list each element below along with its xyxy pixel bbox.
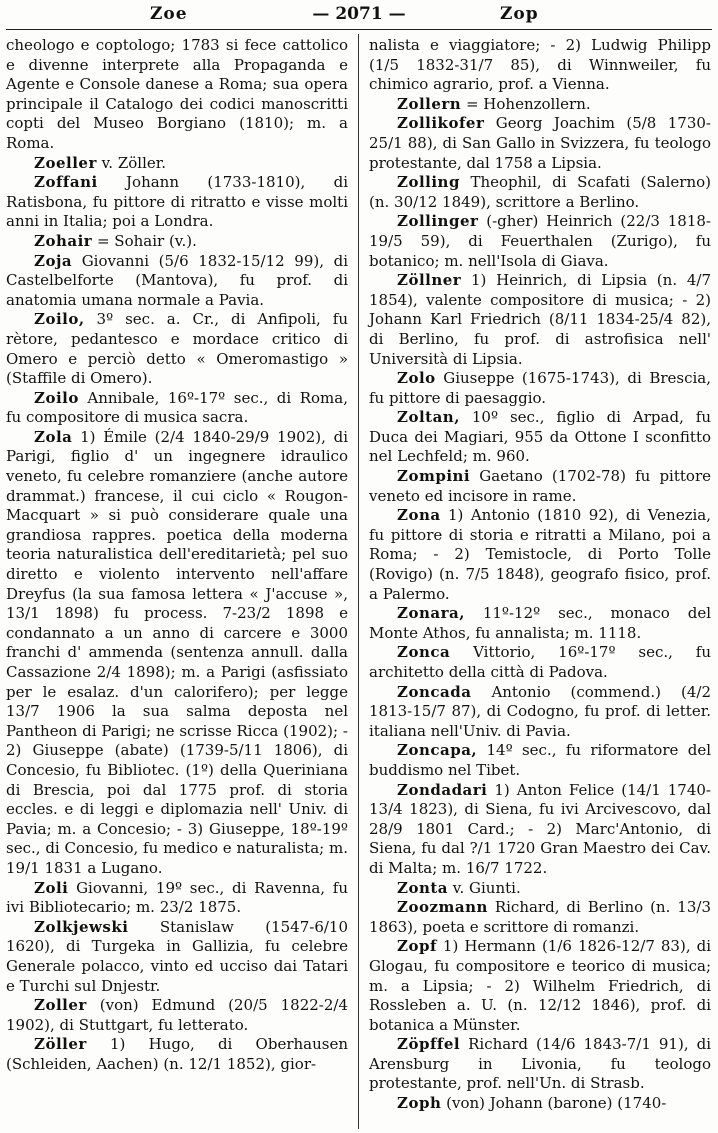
header-right-guide-word: Zop (500, 4, 539, 24)
entry-text: 1) Hugo, di Oberhausen (Schleiden, Aachen) (n. 12/1 1852), gior- (6, 1035, 348, 1073)
entry (6, 996, 348, 1035)
entry-text: Richard, di Berlino (n. 13/3 1863), poeta e scrittore di romanzi. (369, 898, 711, 936)
entry-text: Georg Joachim (5/8 1730-25/1 88), di San Gallo in Svizzera, fu teologo protestante, dal 1758 a Lipsia. (369, 114, 711, 172)
entry (369, 1035, 711, 1094)
entry: cheologo e coptologo; 1783 si fece cattolico e divenne interprete alla Propaganda e Agente e Console danese a Roma; sua opera principale il Catalogo dei codici manoscritti copti del Museo Borgiano (1810); m. a Roma. (6, 36, 348, 152)
entry-text: Antonio (commend.) (4/2 1813-15/7 87), di Codogno, fu prof. di letter. italiana nell'Univ. di Pavia. (369, 682, 711, 740)
entry (369, 604, 711, 643)
entry-headword: Zöllner (397, 271, 462, 290)
entry-text: (-gher) Heinrich (22/3 1818-19/5 59), di Feuerthalen (Zurigo), fu botanico; m. nell'Isola di Giava. (369, 212, 711, 270)
entry (369, 898, 711, 937)
entry-text: = Hohenzollern. (461, 94, 591, 113)
entry-text: Annibale, 16º-17º sec., di Roma, fu compositore di musica sacra. (6, 388, 348, 427)
entry (369, 781, 711, 879)
entry (369, 467, 711, 506)
entry-text: 1) Anton Felice (14/1 1740-13/4 1823), di Siena, fu ivi Arcivescovo, dal 28/9 1801 Card.; - 2) Marc'Antonio, di Siena, fu dal ?/1 1720 Gran Maestro dei Cav. di Malta; m. 16/7 1722. (369, 780, 711, 877)
header-rule (6, 29, 712, 30)
entry-headword: Zoltan, (397, 408, 460, 427)
entry-text: (von) Edmund (20/5 1822-2/4 1902), di Stuttgart, fu letterato. (6, 996, 348, 1034)
entry (369, 173, 711, 212)
entry-headword: Zoller (34, 996, 87, 1015)
page-number: — 2071 — (312, 4, 406, 24)
entry-headword: Zohair (34, 231, 93, 250)
entry-text: Johann (1733-1810), di Ratisbona, fu pittore di ritratto e visse molti anni in Italia; poi a Londra. (6, 173, 348, 231)
entry-text: Giovanni (5/6 1832-15/12 99), di Castelbelforte (Mantova), fu prof. di anatomia umana normale a Pavia. (6, 251, 348, 309)
entry (6, 310, 348, 388)
entry-text: Vittorio, 16º-17º sec., fu architetto della città di Padova. (369, 643, 711, 681)
entry-headword: Zoncada (397, 682, 472, 701)
entry-text: 10º sec., figlio di Arpad, fu Duca dei Magiari, 955 da Ottone I sconfitto nel Lechfeld; m. 960. (369, 408, 711, 466)
entry-headword: Zonca (397, 643, 451, 662)
entry (369, 212, 711, 271)
entry (6, 173, 348, 232)
entry-headword: Zoilo, (34, 310, 85, 329)
entry-headword: Zollikofer (397, 114, 485, 133)
entry-headword: Zompini (397, 467, 471, 486)
entry (6, 389, 348, 428)
entry-headword: Zoozmann (397, 898, 488, 917)
entry-headword: Zoli (34, 878, 69, 897)
header-left-guide-word: Zoe (150, 4, 188, 24)
entry-headword: Zola (34, 427, 73, 446)
entry (6, 232, 348, 252)
entry-headword: Zonta (397, 878, 449, 897)
entry-headword: Zonara, (397, 604, 465, 623)
entry (6, 428, 348, 879)
entry-headword: Zopf (397, 937, 437, 956)
entry-headword: Zoffani (34, 173, 98, 192)
entry (369, 369, 711, 408)
entry (369, 1094, 711, 1114)
entry-headword: Zoilo (34, 388, 79, 407)
entry (369, 506, 711, 604)
entry (6, 1035, 348, 1074)
entry (6, 154, 348, 174)
entry-headword: Zoeller (34, 153, 97, 172)
entry-text: 14º sec., fu riformatore del buddismo nel Tibet. (369, 741, 711, 779)
entry (6, 879, 348, 918)
entry (369, 879, 711, 899)
entry-text: Richard (14/6 1843-7/1 91), di Arensburg in Livonia, fu teologo protestante, prof. nell'Un. di Strasb. (369, 1035, 711, 1093)
entry (369, 114, 711, 173)
entry-headword: Zolling (397, 173, 460, 192)
right-column (369, 36, 711, 1114)
entry-text: Giuseppe (1675-1743), di Brescia, fu pittore di paesaggio. (369, 369, 711, 407)
entry (6, 918, 348, 996)
entry-text: v. Zöller. (96, 153, 167, 172)
entry-text: v. Giunti. (448, 878, 521, 897)
page-header (0, 0, 718, 30)
entry: nalista e viaggiatore; - 2) Ludwig Philipp (1/5 1832-31/7 85), di Winnweiler, fu chimico agrario, prof. a Vienna. (369, 36, 711, 94)
entry-headword: Zoncapa, (397, 741, 478, 760)
entry-text: Giovanni, 19º sec., di Ravenna, fu ivi Bibliotecario; m. 23/2 1875. (6, 878, 348, 917)
entry-text: = Sohair (v.). (92, 231, 197, 250)
entry-headword: Zoph (397, 1094, 442, 1113)
entry (369, 271, 711, 369)
entry-text: 1) Heinrich, di Lipsia (n. 4/7 1854), valente compositore di musica; - 2) Johann Karl Friedrich (8/11 1834-25/4 82), di Berlino, fu prof. di astrofisica nell' Università di Lipsia. (369, 271, 711, 368)
entry-text: (von) Johann (barone) (1740- (441, 1094, 667, 1113)
entry-headword: Zoja (34, 251, 73, 270)
entry-text: 1) Antonio (1810 92), di Venezia, fu pittore di storia e ritratti a Milano, poi a Roma; - 2) Temistocle, di Porto Tolle (Rovigo) (n. 7/5 1848), geografo fisico, prof. a Palermo. (369, 506, 711, 603)
left-column (6, 36, 348, 1074)
entry-headword: Zona (397, 506, 441, 525)
entry (369, 408, 711, 467)
entry-text: Gaetano (1702-78) fu pittore veneto ed incisore in rame. (369, 467, 711, 505)
entry-headword: Zollern (397, 94, 462, 113)
column-divider (358, 34, 359, 1129)
entry (6, 252, 348, 311)
entry-headword: Zollinger (397, 212, 479, 231)
entry-headword: Zolo (397, 369, 436, 388)
entry-headword: Zondadari (397, 780, 488, 799)
entry-text: Theophil, di Scafati (Salerno) (n. 30/12 1849), scrittore a Berlino. (369, 173, 711, 211)
entry (369, 683, 711, 742)
entry (369, 741, 711, 780)
entry-text: 1) Hermann (1/6 1826-12/7 83), di Glogau, fu compositore e teorico di musica; m. a Lipsia; - 2) Wilhelm Friedrich, di Rossleben a. U. (n. 12/12 1846), prof. di botanica a Münster. (369, 937, 711, 1034)
entry (369, 643, 711, 682)
entry-text: 1) Émile (2/4 1840-29/9 1902), di Parigi, figlio d' un ingegnere idraulico veneto, fu celebre romanziere (anche autore drammat.) francese, il cui ciclo « Rougon-Macquart » si può considerare quale una grandiosa rappres. poetica della moderna teoria naturalistica dell'ereditarietà; pel suo diretto e violento intervento nell'affare Dreyfus (la sua famosa lettera « J'accuse », 13/1 1898) fu process. 7-23/2 1898 e condannato a un anno di carcere e 3000 franchi d' ammenda (sentenza annull. dalla Cassazione 2/4 1898); m. a Parigi (asfissiato per le esalaz. d'un calorifero); per legge 13/7 1906 la sua salma deposta nel Pantheon di Parigi; ne scrisse Ricca (1902); - 2) Giuseppe (abate) (1739-5/11 1806), di Concesio, fu Bibliotec. (1º) della Queriniana di Brescia, poi dal 1775 prof. di storia eccles. e di leggi e diplomazia nell' Univ. di Pavia; m. a Concesio; - 3) Giuseppe, 18º-19º sec., di Concesio, fu medico e naturalista; m. 19/1 1831 a Lugano. (6, 427, 348, 877)
entry (369, 937, 711, 1035)
entry-headword: Zöller (34, 1035, 87, 1054)
entry-text: 11º-12º sec., monaco del Monte Athos, fu annalista; m. 1118. (369, 604, 711, 642)
entry-headword: Zolkjewski (34, 917, 129, 936)
entry (369, 95, 711, 115)
entry-text: Stanislaw (1547-6/10 1620), di Turgeka in Gallizia, fu celebre Generale polacco, vinto ed ucciso dai Tatari e Turchi sul Dnjestr. (6, 917, 348, 995)
entry-headword: Zöpffel (397, 1035, 461, 1054)
entry-text: 3º sec. a. Cr., di Anfipoli, fu rètore, pedantesco e mordace critico di Omero e perciò detto « Omeromastigo » (Staffile di Omero). (6, 310, 348, 388)
